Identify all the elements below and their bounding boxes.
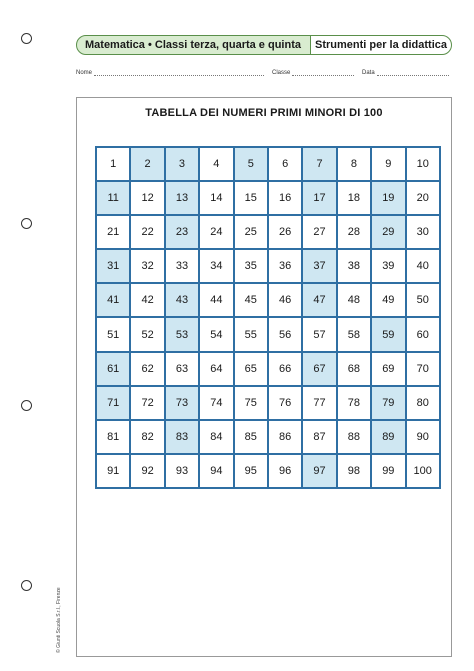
number-cell: 80 [406,386,440,420]
number-cell: 16 [268,181,302,215]
number-cell: 77 [302,386,336,420]
date-line [377,68,449,76]
number-cell: 30 [406,215,440,249]
number-cell: 9 [371,147,405,181]
number-cell: 32 [130,249,164,283]
prime-cell: 7 [302,147,336,181]
copyright-text: © Giunti Scuola S.r.l., Firenze [56,587,62,653]
prime-cell: 71 [96,386,130,420]
prime-cell: 89 [371,420,405,454]
number-cell: 57 [302,317,336,351]
number-cell: 6 [268,147,302,181]
number-cell: 27 [302,215,336,249]
number-cell: 74 [199,386,233,420]
class-label: Classe [272,70,291,76]
number-cell: 63 [165,352,199,386]
number-cell: 49 [371,283,405,317]
number-cell: 65 [234,352,268,386]
number-cell: 44 [199,283,233,317]
number-cell: 85 [234,420,268,454]
number-cell: 98 [337,454,371,488]
number-cell: 4 [199,147,233,181]
number-cell: 26 [268,215,302,249]
number-cell: 48 [337,283,371,317]
number-cell: 55 [234,317,268,351]
number-cell: 28 [337,215,371,249]
number-cell: 66 [268,352,302,386]
prime-cell: 17 [302,181,336,215]
number-cell: 96 [268,454,302,488]
prime-cell: 13 [165,181,199,215]
class-field[interactable] [272,68,354,76]
number-cell: 20 [406,181,440,215]
prime-cell: 61 [96,352,130,386]
copyright-note [56,545,66,655]
class-line [292,68,354,76]
binder-hole-lower [21,400,32,411]
prime-cell: 2 [130,147,164,181]
number-cell: 15 [234,181,268,215]
name-label: Nome [76,70,93,76]
number-cell: 39 [371,249,405,283]
student-fields [76,68,452,80]
prime-cell: 11 [96,181,130,215]
number-cell: 35 [234,249,268,283]
number-cell: 86 [268,420,302,454]
number-cell: 84 [199,420,233,454]
number-cell: 94 [199,454,233,488]
number-cell: 95 [234,454,268,488]
number-cell: 33 [165,249,199,283]
number-cell: 36 [268,249,302,283]
prime-cell: 83 [165,420,199,454]
name-field[interactable] [76,68,264,76]
number-cell: 8 [337,147,371,181]
number-cell: 10 [406,147,440,181]
date-label: Data [362,70,375,76]
number-cell: 62 [130,352,164,386]
number-cell: 64 [199,352,233,386]
number-cell: 12 [130,181,164,215]
number-cell: 92 [130,454,164,488]
table-title: TABELLA DEI NUMERI PRIMI MINORI DI 100 [145,107,383,119]
number-cell: 93 [165,454,199,488]
number-cell: 22 [130,215,164,249]
number-cell: 54 [199,317,233,351]
binder-hole-upper [21,218,32,229]
prime-cell: 47 [302,283,336,317]
number-grid [95,146,441,489]
number-cell: 82 [130,420,164,454]
number-cell: 100 [406,454,440,488]
number-cell: 1 [96,147,130,181]
number-cell: 87 [302,420,336,454]
number-cell: 90 [406,420,440,454]
number-cell: 25 [234,215,268,249]
number-cell: 88 [337,420,371,454]
number-cell: 91 [96,454,130,488]
number-cell: 69 [371,352,405,386]
prime-cell: 23 [165,215,199,249]
number-cell: 38 [337,249,371,283]
number-cell: 75 [234,386,268,420]
number-cell: 78 [337,386,371,420]
prime-cell: 5 [234,147,268,181]
number-cell: 60 [406,317,440,351]
number-cell: 70 [406,352,440,386]
binder-hole-top [21,33,32,44]
number-cell: 81 [96,420,130,454]
prime-cell: 97 [302,454,336,488]
prime-cell: 53 [165,317,199,351]
prime-cell: 37 [302,249,336,283]
number-cell: 46 [268,283,302,317]
number-cell: 72 [130,386,164,420]
number-cell: 76 [268,386,302,420]
name-line [94,68,264,76]
prime-cell: 31 [96,249,130,283]
prime-cell: 41 [96,283,130,317]
number-cell: 50 [406,283,440,317]
prime-cell: 29 [371,215,405,249]
prime-cell: 43 [165,283,199,317]
number-cell: 18 [337,181,371,215]
number-cell: 42 [130,283,164,317]
number-cell: 51 [96,317,130,351]
series-header: Strumenti per la didattica [310,35,452,55]
number-cell: 68 [337,352,371,386]
number-cell: 52 [130,317,164,351]
prime-cell: 67 [302,352,336,386]
number-cell: 24 [199,215,233,249]
prime-cell: 73 [165,386,199,420]
number-cell: 99 [371,454,405,488]
prime-cell: 19 [371,181,405,215]
number-cell: 34 [199,249,233,283]
binder-hole-bottom [21,580,32,591]
number-cell: 21 [96,215,130,249]
number-cell: 45 [234,283,268,317]
prime-cell: 59 [371,317,405,351]
date-field[interactable] [362,68,449,76]
subject-header: Matematica • Classi terza, quarta e quinta [76,35,312,55]
number-cell: 56 [268,317,302,351]
prime-cell: 79 [371,386,405,420]
prime-cell: 3 [165,147,199,181]
number-cell: 40 [406,249,440,283]
number-cell: 58 [337,317,371,351]
number-cell: 14 [199,181,233,215]
